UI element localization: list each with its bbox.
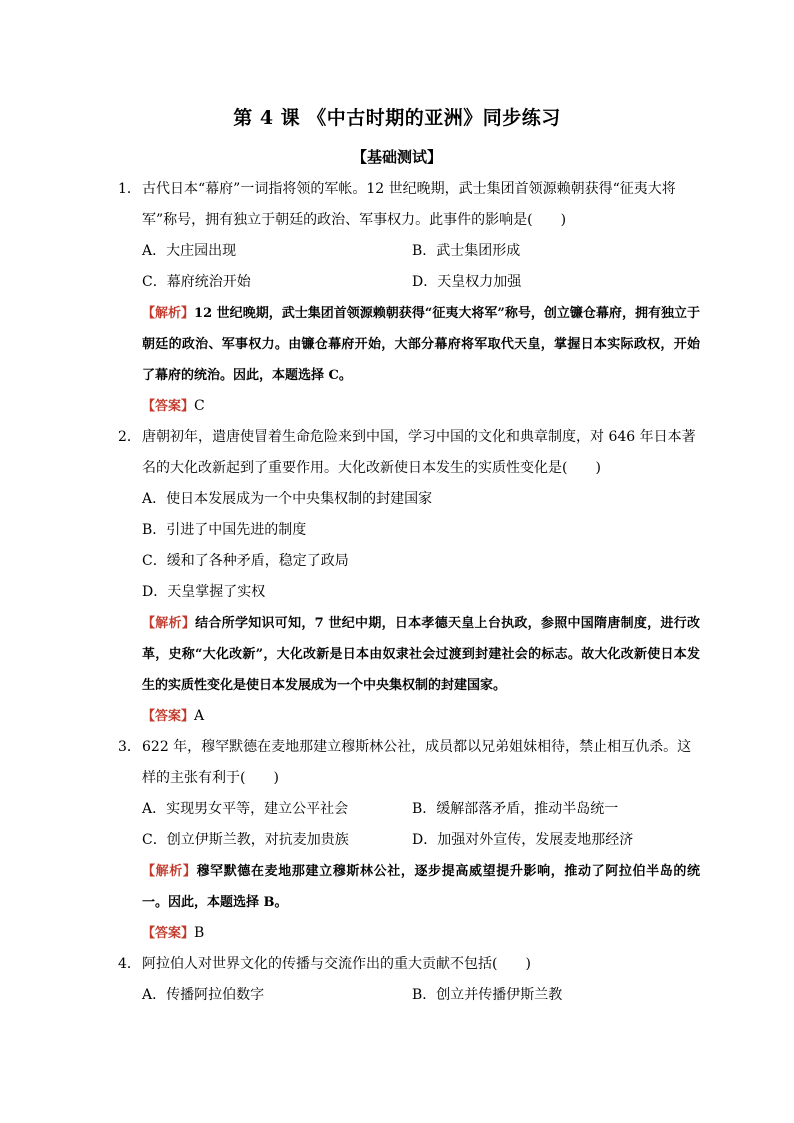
question-1 [118,174,700,422]
answer-value: C [194,398,205,414]
question-number: 4． [118,956,141,972]
answer-tag: 【答案】 [142,709,195,724]
question-stem: 古代日本“幕府”一词指将领的军帐。12 世纪晚期，武士集团首领源赖朝获得“征夷大将军”称号，拥有独立于朝廷的政治、军事权力。此事件的影响是( ) [142,181,676,228]
analysis [118,608,700,701]
option-c: C．缓和了各种矛盾，稳定了政局 [142,553,349,569]
option-b: B．引进了中国先进的制度 [142,522,307,538]
question-number: 3． [118,739,141,755]
answer-tag: 【答案】 [142,926,195,941]
analysis [118,856,700,918]
option-c: C．创立伊斯兰教，对抗麦加贵族 [142,832,349,848]
options [118,980,700,1011]
option-d: D．加强对外宣传，发展麦地那经济 [412,832,634,848]
question-2 [118,422,700,732]
question-number: 1． [118,181,141,197]
option-b: B．缓解部落矛盾，推动半岛统一 [412,801,619,817]
section-heading: 【基础测试】 [351,148,442,166]
question-3 [118,732,700,949]
question-stem: 唐朝初年，遣唐使冒着生命危险来到中国，学习中国的文化和典章制度，对 646 年日本著名的大化改新起到了重要作用。大化改新使日本发生的实质性变化是( ) [142,429,696,476]
analysis-text: 12 世纪晚期，武士集团首领源赖朝获得“征夷大将军”称号，创立镰仓幕府，拥有独立于朝廷的政治、军事权力。由镰仓幕府开始，大部分幕府将军取代天皇，掌握日本实际政权，开始了幕府的统治。因此，本题选择 C。 [142,306,700,383]
analysis-text: 穆罕默德在麦地那建立穆斯林公社，逐步提高威望提升影响，推动了阿拉伯半岛的统一。因此，本题选择 B。 [142,864,700,910]
option-a: A．使日本发展成为一个中央集权制的封建国家 [142,491,433,507]
question-stem: 阿拉伯人对世界文化的传播与交流作出的重大贡献不包括( ) [142,956,531,972]
option-b: B．创立并传播伊斯兰教 [412,987,563,1003]
option-d: D．天皇掌握了实权 [142,584,266,600]
question-list [118,174,700,1011]
analysis-tag: 【解析】 [142,306,195,321]
option-d: D．天皇权力加强 [412,274,522,290]
option-a: A．大庄园出现 [142,243,237,259]
answer-value: B [194,925,205,941]
option-a: A．实现男女平等，建立公平社会 [142,801,349,817]
answer [118,701,700,732]
question-4 [118,949,700,1011]
options [118,794,700,856]
option-a: A．传播阿拉伯数字 [142,987,265,1003]
answer [118,391,700,422]
question-number: 2． [118,429,141,445]
question-stem: 622 年，穆罕默德在麦地那建立穆斯林公社，成员都以兄弟姐妹相待，禁止相互仇杀。这样的主张有利于( ) [142,739,692,786]
answer-value: A [194,708,205,724]
answer [118,918,700,949]
analysis [118,298,700,391]
option-b: B．武士集团形成 [412,243,521,259]
analysis-tag: 【解析】 [142,864,197,879]
options [118,484,700,608]
page-title: 第 4 课 《中古时期的亚洲》同步练习 [233,107,561,129]
options [118,236,700,298]
analysis-tag: 【解析】 [142,616,196,631]
option-c: C．幕府统治开始 [142,274,251,290]
analysis-text: 结合所学知识可知，7 世纪中期，日本孝德天皇上台执政，参照中国隋唐制度，进行改革，史称“大化改新”，大化改新是日本由奴隶社会过渡到封建社会的标志。故大化改新使日本发生的实质性变化是使日本发展成为一个中央集权制的封建国家。 [142,616,700,693]
answer-tag: 【答案】 [142,399,195,414]
